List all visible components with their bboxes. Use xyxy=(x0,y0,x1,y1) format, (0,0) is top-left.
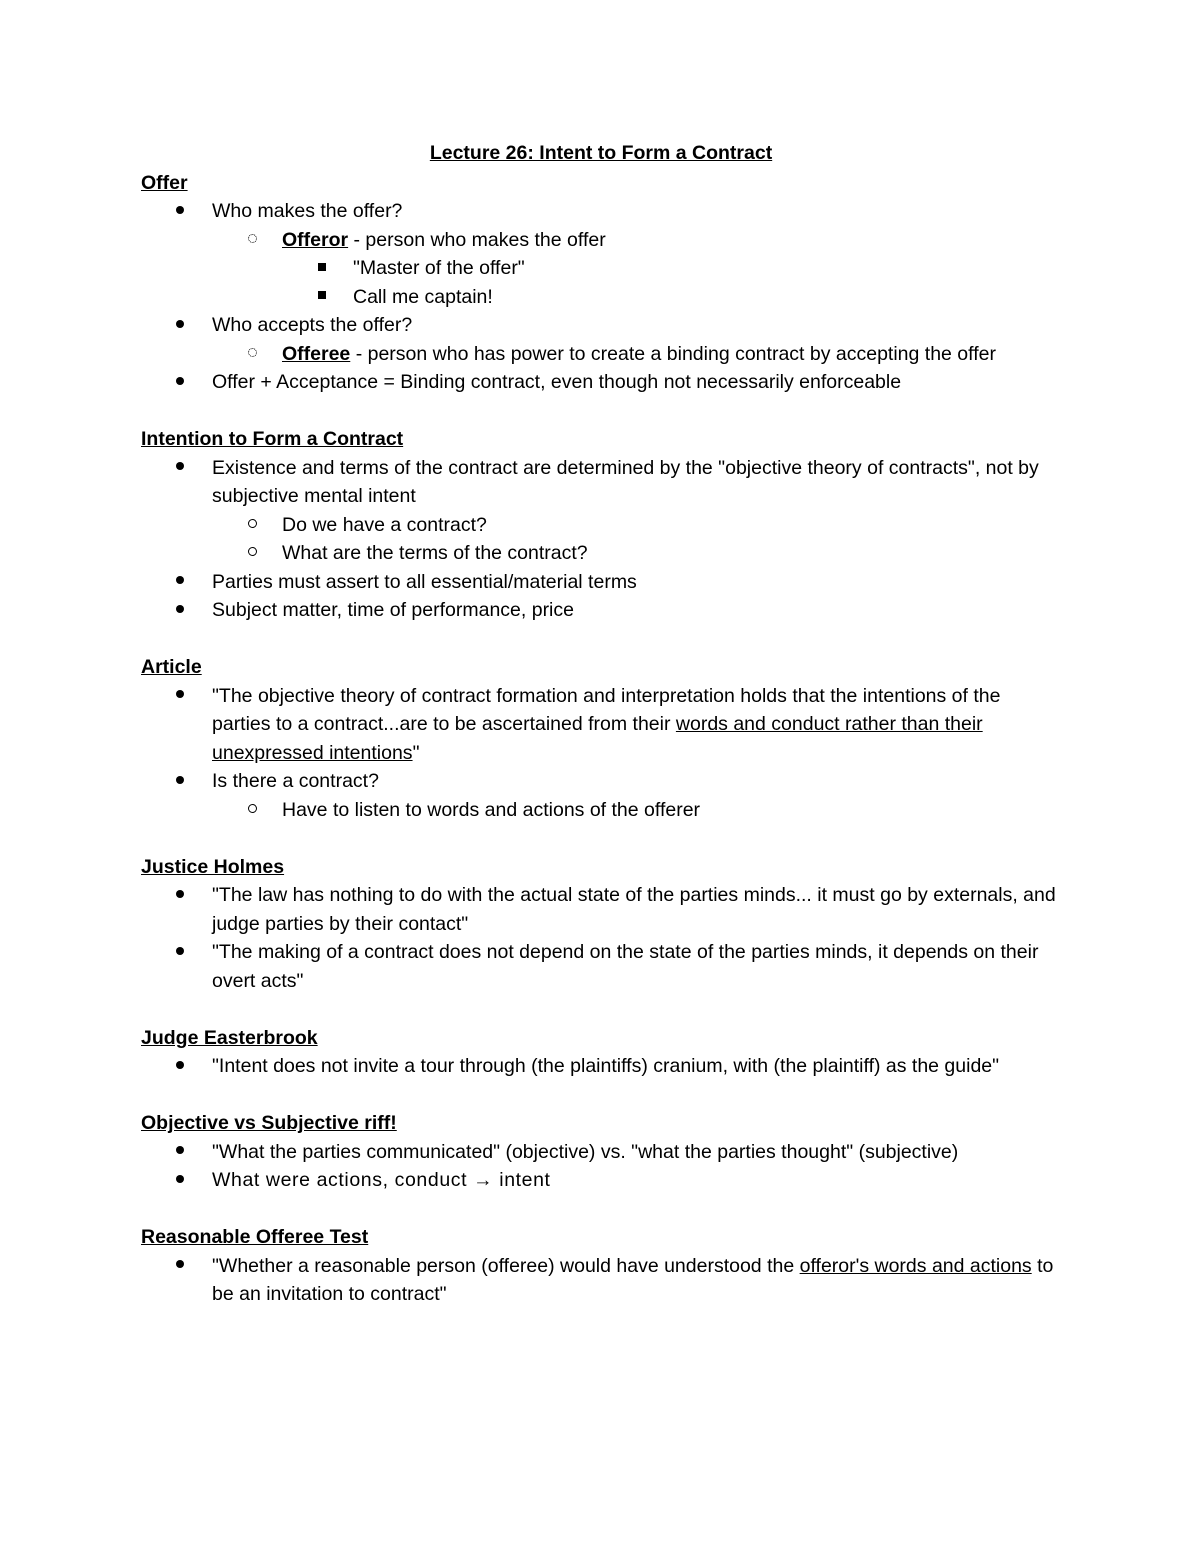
list-item xyxy=(141,938,1061,995)
definition-text: - person who makes the offer xyxy=(348,228,606,251)
bullet-text: Is there a contract? xyxy=(212,770,379,792)
quote-text: "The making of a contract does not depend on the state of the parties minds, it depends on their overt acts" xyxy=(212,941,1039,992)
list-item xyxy=(141,283,1061,312)
quote-text: "What the parties communicated" (objective) vs. "what the parties thought" (subjective) xyxy=(212,1140,959,1163)
circle-bullet-icon xyxy=(248,796,257,825)
list-item xyxy=(141,311,1061,340)
quote-text: "Intent does not invite a tour through (the plaintiffs) cranium, with (the plaintiff) as the guide" xyxy=(212,1055,1000,1077)
circle-bullet-icon xyxy=(248,539,257,568)
list-item xyxy=(141,254,1061,283)
heading-article: Article xyxy=(141,656,202,678)
section-holmes xyxy=(141,853,1061,996)
term-offeree: Offeree xyxy=(282,342,351,365)
bullet-text: What are the terms of the contract? xyxy=(282,542,588,564)
bullet-text: Have to listen to words and actions of the offerer xyxy=(282,798,701,821)
list-item xyxy=(141,1138,1061,1167)
riff-list xyxy=(141,1138,1061,1195)
list-item xyxy=(141,682,1061,768)
section-article xyxy=(141,653,1061,824)
list-item xyxy=(141,767,1061,796)
heading-easterbrook: Judge Easterbrook xyxy=(141,1026,318,1049)
quote-close: " xyxy=(412,741,420,764)
bullet-text: Who accepts the offer? xyxy=(212,314,413,336)
bullet-icon xyxy=(176,568,184,597)
quote-close: to be an invitation to contract" xyxy=(212,1254,1054,1305)
bullet-icon xyxy=(176,596,184,625)
heading-offer: Offer xyxy=(141,171,188,194)
bullet-icon xyxy=(176,1052,184,1081)
bullet-icon xyxy=(176,454,184,483)
bullet-icon xyxy=(176,197,184,226)
article-list xyxy=(141,682,1061,825)
bullet-icon xyxy=(176,881,184,910)
heading-riff: Objective vs Subjective riff! xyxy=(141,1112,397,1134)
quote-text: "The law has nothing to do with the actual state of the parties minds... it must go by externals, and judge parties by their contact" xyxy=(212,884,1056,935)
definition-text: - person who has power to create a binding contract by accepting the offer xyxy=(350,342,996,365)
bullet-text: Subject matter, time of performance, price xyxy=(212,599,574,621)
bullet-text: Parties must assert to all essential/material terms xyxy=(212,570,637,593)
section-offer xyxy=(141,169,1061,397)
page-title: Lecture 26: Intent to Form a Contract xyxy=(429,142,773,164)
list-item xyxy=(141,539,1061,568)
offer-list xyxy=(141,197,1061,397)
document-page xyxy=(141,139,1061,1337)
list-item xyxy=(141,881,1061,938)
bullet-icon xyxy=(176,1138,184,1167)
easterbrook-list xyxy=(141,1052,1061,1081)
intention-list xyxy=(141,454,1061,625)
dotted-circle-bullet-icon xyxy=(248,340,257,369)
bullet-text: Do we have a contract? xyxy=(282,513,487,536)
heading-intention: Intention to Form a Contract xyxy=(141,428,404,450)
reasonable-list xyxy=(141,1252,1061,1309)
section-reasonable xyxy=(141,1223,1061,1309)
bullet-icon xyxy=(176,1166,184,1195)
list-item xyxy=(141,1166,1061,1195)
list-item xyxy=(141,596,1061,625)
section-riff xyxy=(141,1109,1061,1195)
quote-text: "Whether a reasonable person (offeree) would have understood the xyxy=(212,1254,800,1277)
quote-text: "The objective theory of contract formation and interpretation holds that the intentions of the parties to a contract...are to be ascertained from their xyxy=(212,684,1001,735)
heading-holmes: Justice Holmes xyxy=(141,855,285,878)
square-bullet-icon xyxy=(318,254,326,283)
list-item xyxy=(141,1052,1061,1081)
list-item xyxy=(141,568,1061,597)
circle-bullet-icon xyxy=(248,511,257,540)
square-bullet-icon xyxy=(318,283,326,312)
bullet-icon xyxy=(176,767,184,796)
list-item xyxy=(141,340,1061,369)
term-offeror: Offeror xyxy=(282,228,349,251)
list-item xyxy=(141,796,1061,825)
list-item xyxy=(141,197,1061,226)
dotted-circle-bullet-icon xyxy=(248,226,257,255)
bullet-text: "Master of the offer" xyxy=(353,257,525,279)
list-item xyxy=(141,1252,1061,1309)
section-intention xyxy=(141,425,1061,625)
section-easterbrook xyxy=(141,1024,1061,1081)
holmes-list xyxy=(141,881,1061,995)
bullet-icon xyxy=(176,938,184,967)
bullet-text: Existence and terms of the contract are determined by the "objective theory of contracts", not by subjective mental intent xyxy=(212,456,1039,507)
underlined-text: words and conduct rather than their unexpressed intentions xyxy=(212,713,983,764)
bullet-icon xyxy=(176,682,184,711)
list-item xyxy=(141,368,1061,397)
list-item xyxy=(141,454,1061,511)
bullet-icon xyxy=(176,311,184,340)
bullet-text: What were actions, conduct → intent xyxy=(212,1169,551,1191)
bullet-text: Who makes the offer? xyxy=(212,200,403,222)
bullet-text: Call me captain! xyxy=(353,285,493,308)
list-item xyxy=(141,511,1061,540)
bullet-icon xyxy=(176,368,184,397)
bullet-text: Offer + Acceptance = Binding contract, even though not necessarily enforceable xyxy=(212,371,902,393)
heading-reasonable: Reasonable Offeree Test xyxy=(141,1226,369,1248)
bullet-icon xyxy=(176,1252,184,1281)
underlined-text: offeror's words and actions xyxy=(799,1254,1032,1277)
list-item xyxy=(141,226,1061,255)
